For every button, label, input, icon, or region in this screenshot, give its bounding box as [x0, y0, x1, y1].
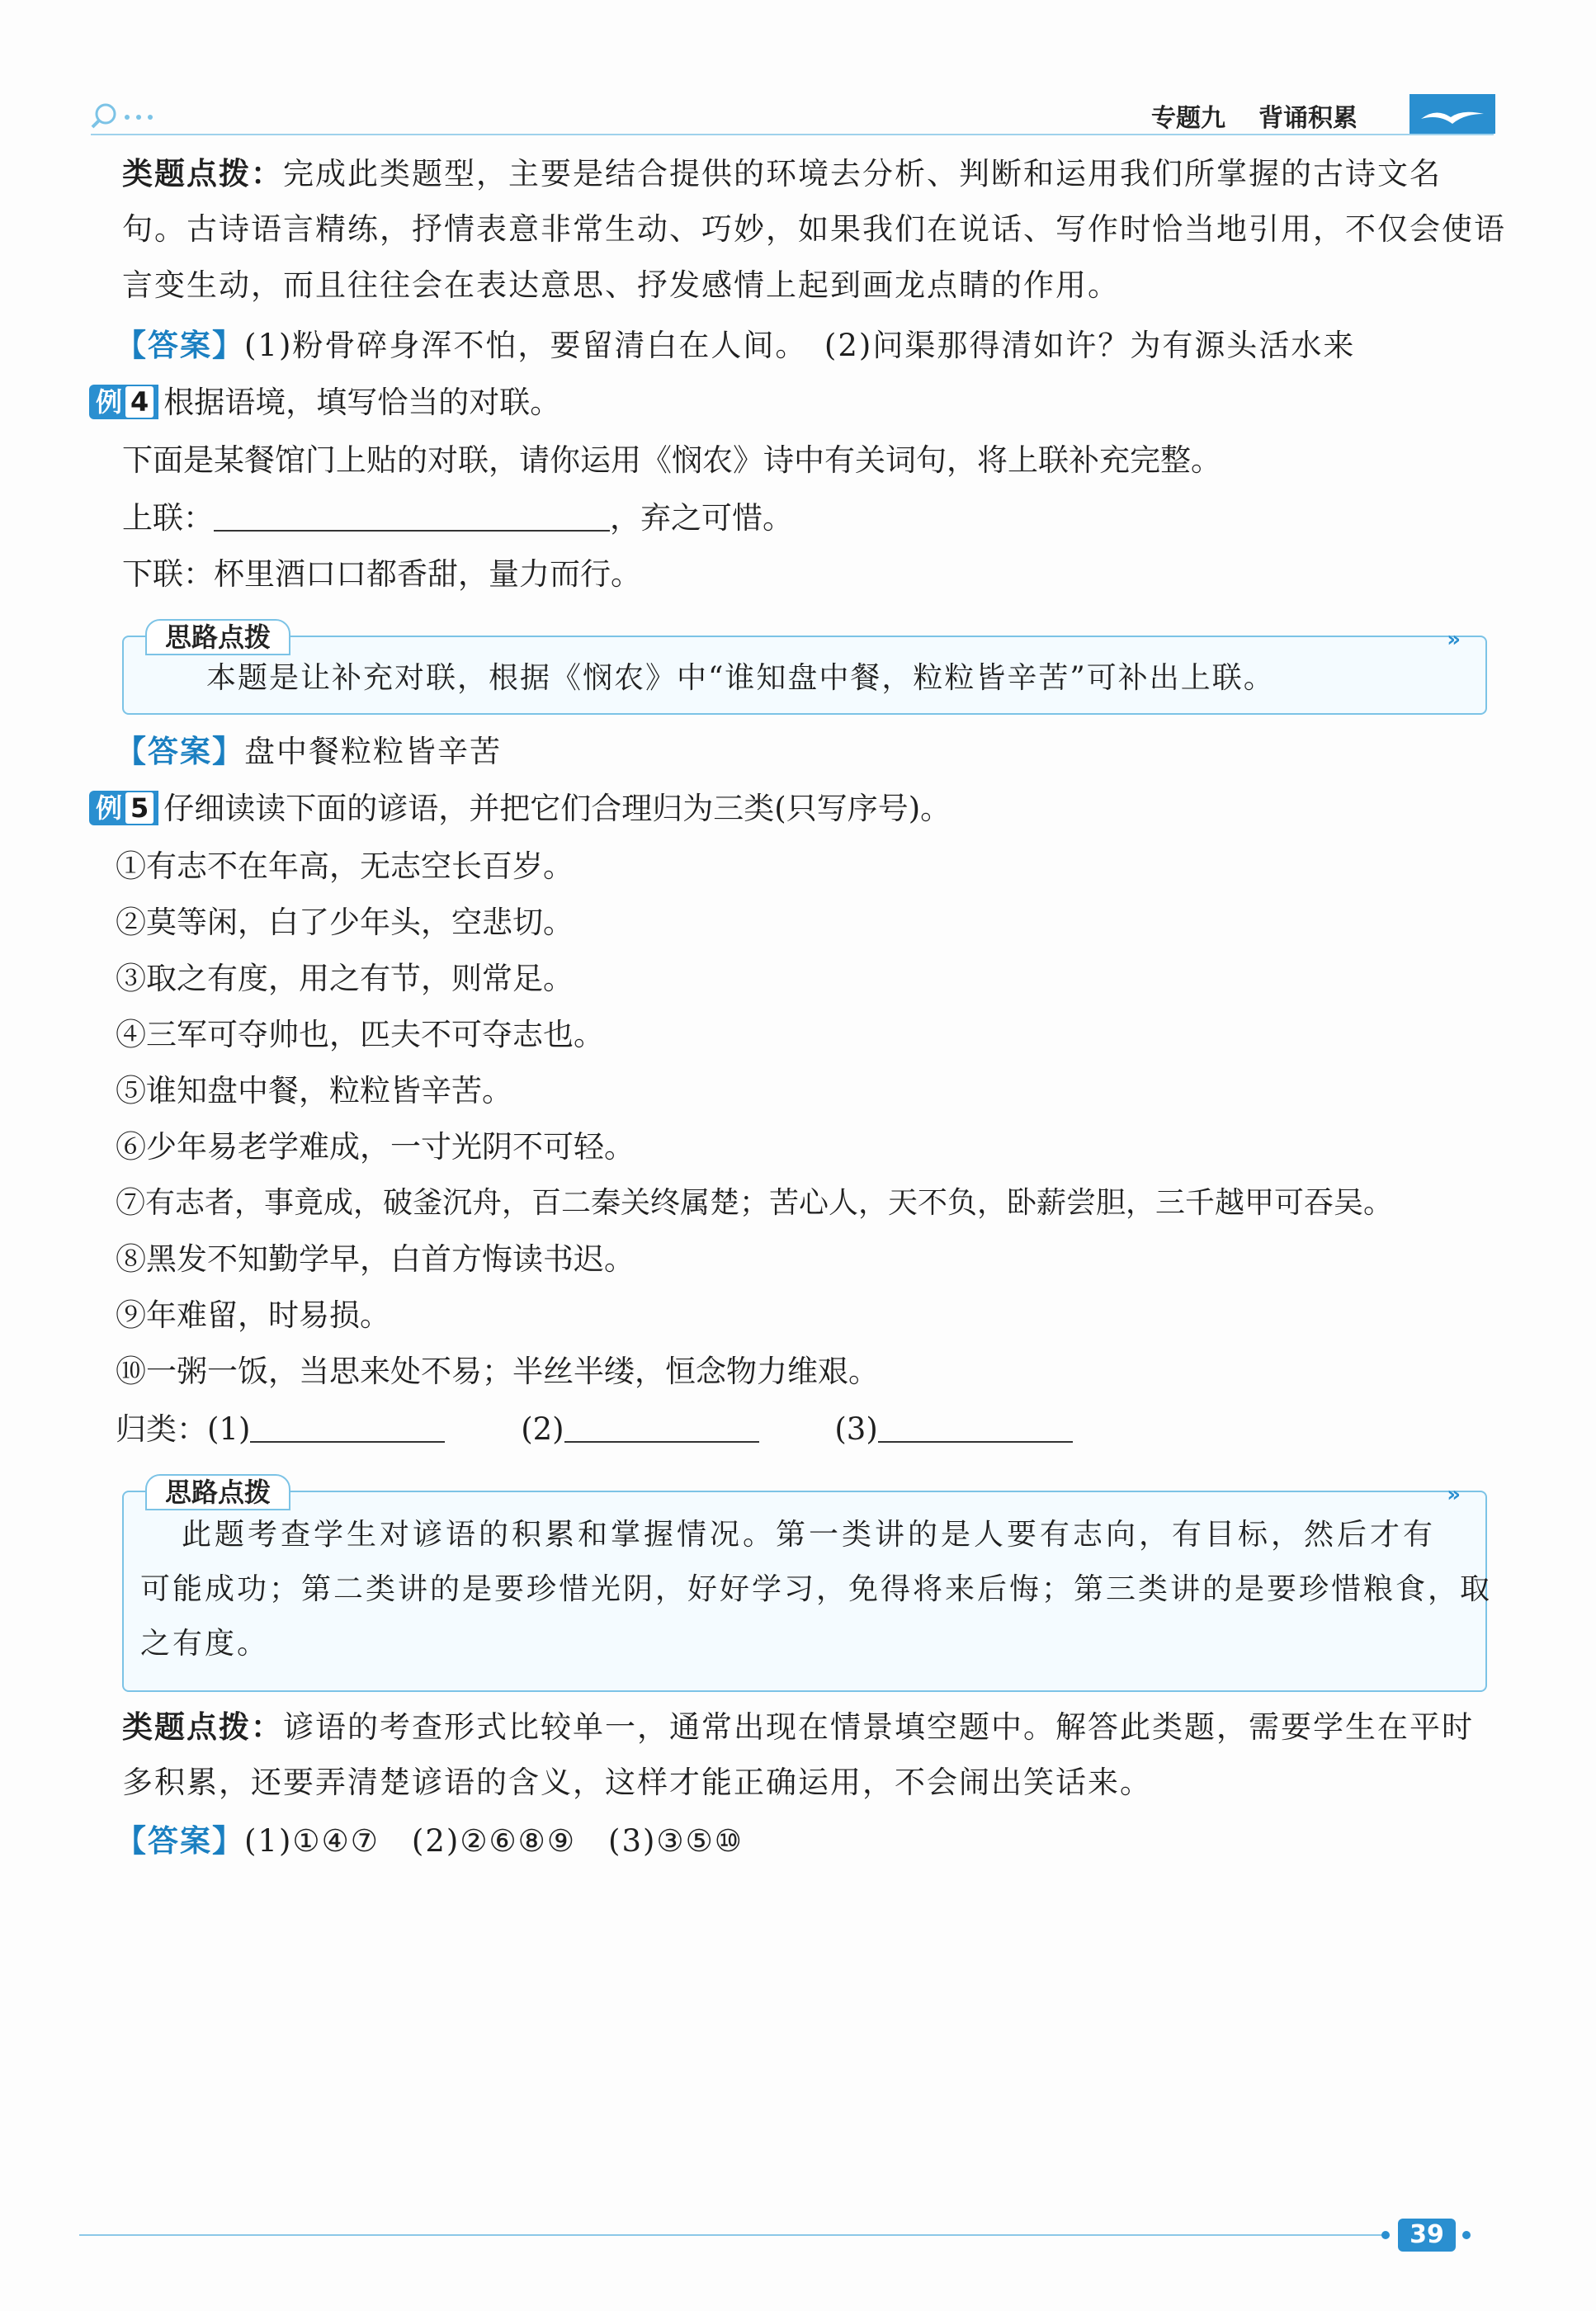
example-prompt: 根据语境，填写恰当的对联。	[163, 385, 561, 420]
example-badge: 例 5	[89, 791, 158, 825]
tip-label: 类题点拨：	[122, 1708, 283, 1745]
tip-label: 类题点拨：	[122, 155, 283, 191]
hint-box-4	[122, 621, 1487, 715]
bird-logo-icon	[1409, 94, 1495, 134]
example-4-prompt	[89, 383, 560, 423]
answer-line-5	[116, 1821, 744, 1861]
example-badge: 例 4	[89, 385, 158, 419]
upper-suffix: ，弃之可惜。	[610, 500, 793, 536]
footer-rule	[79, 2234, 1387, 2236]
upper-couplet	[122, 499, 793, 538]
proverb-item: ④三军可夺帅也，匹夫不可夺志也。	[116, 1017, 604, 1052]
classify-blank-3[interactable]	[878, 1413, 1073, 1443]
answer-tag: 【答案】	[116, 733, 244, 769]
lower-couplet: 下联：杯里酒口口都香甜，量力而行。	[122, 556, 641, 592]
answer-line-4	[116, 731, 502, 772]
section-tip-1	[122, 154, 1506, 352]
proverb-item: ③取之有度，用之有节，则常足。	[116, 961, 574, 996]
hint-title: 思路点拨	[145, 619, 290, 655]
hint-text: 本题是让补充对联，根据《悯农》中“谁知盘中餐，粒粒皆辛苦”可补出上联。	[206, 661, 1275, 695]
proverb-item: ②莫等闲，白了少年头，空悲切。	[116, 905, 574, 940]
double-chevron-icon: »	[1447, 1482, 1461, 1507]
example-prompt: 仔细读读下面的谚语，并把它们合理归为三类(只写序号)。	[163, 791, 951, 826]
proverb-item: ⑨年难留，时易损。	[116, 1297, 390, 1333]
proverb-item: ⑧黑发不知勤学早，白首方悔读书迟。	[116, 1241, 635, 1277]
classify-label-1: 归类：(1)	[116, 1411, 251, 1447]
hint-text: 此题考查学生对谚语的积累和掌握情况。第一类讲的是人要有志向，有目标，然后才有	[182, 1518, 1437, 1552]
chapter-label: 专题九	[1151, 104, 1225, 133]
answer-text: 盘中餐粒粒皆辛苦	[244, 734, 502, 769]
proverb-item: ⑦有志者，事竟成，破釜沉舟，百二秦关终属楚；苦心人，天不负，卧薪尝胆，三千越甲可吞吴。	[116, 1186, 1394, 1220]
header-rule	[91, 134, 1494, 135]
hint-text: 可能成功；第二类讲的是要珍惜光阴，好好学习，免得将来后悔；第三类讲的是要珍惜粮食，取	[140, 1572, 1493, 1606]
answer-text: (1)①④⑦ (2)②⑥⑧⑨ (3)③⑤⑩	[244, 1823, 744, 1859]
tip-line-5	[122, 1707, 1474, 1747]
classify-label-2: (2)	[521, 1411, 564, 1447]
proverb-item: ⑥少年易老学难成，一寸光阴不可轻。	[116, 1129, 635, 1165]
classify-line	[116, 1410, 1073, 1449]
proverb-item: ①有志不在年高，无志空长百岁。	[116, 848, 574, 884]
hint-box-5	[122, 1477, 1493, 1692]
tip-line: 言变生动，而且往往会在表达意思、抒发感情上起到画龙点睛的作用。	[122, 267, 1120, 303]
tip-text: 完成此类题型，主要是结合提供的环境去分析、判断和运用我们所掌握的古诗文名	[283, 156, 1442, 191]
upper-label: 上联：	[122, 500, 214, 536]
page-number: 39	[1398, 2219, 1456, 2252]
hint-text: 之有度。	[140, 1627, 270, 1661]
answer-line-1	[116, 325, 1355, 366]
example-5-prompt	[89, 789, 951, 829]
proverb-item: ⑩一粥一饭，当思来处不易；半丝半缕，恒念物力维艰。	[116, 1354, 879, 1389]
classify-blank-2[interactable]	[564, 1413, 759, 1443]
classify-label-3: (3)	[834, 1411, 878, 1447]
answer-tag: 【答案】	[116, 1822, 244, 1859]
section-label: 背诵积累	[1258, 104, 1358, 133]
upper-couplet-blank[interactable]	[214, 502, 610, 532]
answer-tag: 【答案】	[116, 327, 244, 363]
footer-dot	[1381, 2231, 1390, 2239]
proverb-item: ⑤谁知盘中餐，粒粒皆辛苦。	[116, 1073, 512, 1108]
tip-line	[122, 154, 1442, 194]
tip-text: 谚语的考查形式比较单一，通常出现在情景填空题中。解答此类题，需要学生在平时	[283, 1709, 1474, 1745]
hint-title: 思路点拨	[145, 1474, 290, 1510]
magnifier-icon	[91, 99, 182, 132]
classify-blank-1[interactable]	[250, 1413, 445, 1443]
tip-line-5: 多积累，还要弄清楚谚语的含义，这样才能正确运用，不会闹出笑话来。	[122, 1765, 1152, 1800]
double-chevron-icon: »	[1447, 627, 1461, 652]
example-4-line1: 下面是某餐馆门上贴的对联，请你运用《悯农》诗中有关词句，将上联补充完整。	[122, 442, 1221, 478]
footer-dot	[1462, 2231, 1471, 2239]
header-bar	[91, 91, 1494, 140]
answer-text: (1)粉骨碎身浑不怕，要留清白在人间。 (2)问渠那得清如许？为有源头活水来	[244, 328, 1356, 363]
tip-line: 句。古诗语言精练，抒情表意非常生动、巧妙，如果我们在说话、写作时恰当地引用，不仅会使语	[122, 211, 1506, 247]
